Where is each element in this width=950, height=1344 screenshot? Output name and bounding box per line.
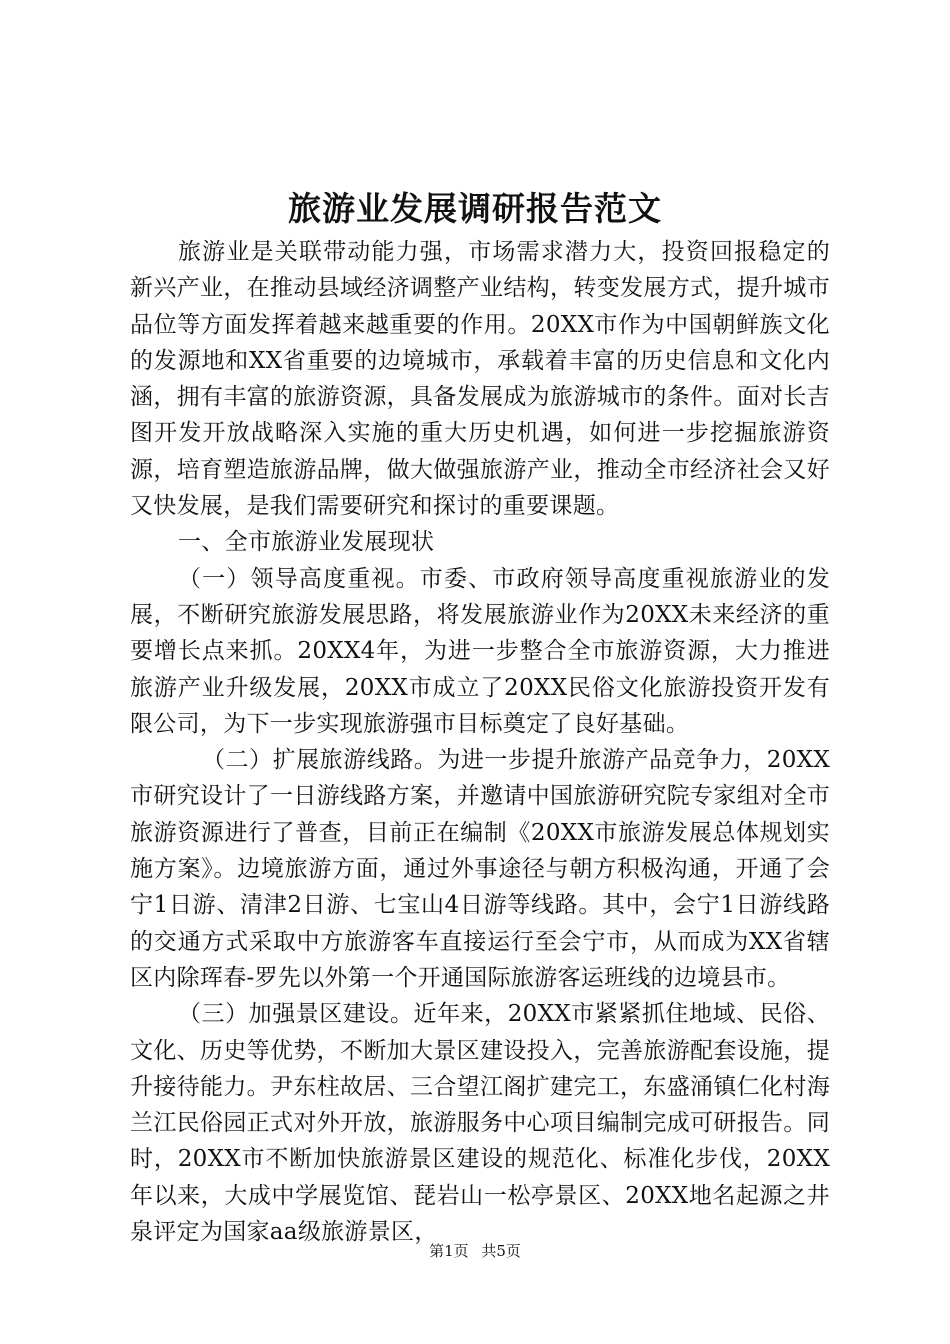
page-total: 共5页 bbox=[481, 1242, 521, 1260]
paragraph-scenic-areas: （三）加强景区建设。近年来，20XX市紧紧抓住地域、民俗、文化、历史等优势，不断加大景区建设投入，完善旅游配套设施，提升接待能力。尹东柱故居、三合望江阁扩建完工，东盛涌镇仁化村海兰江民俗园正式对外开放，旅游服务中心项目编制完成可研报告。同时，20XX市不断加快旅游景区建设的规范化、标准化步伐，20XX年以来，大成中学展览馆、琵岩山一松亭景区、20XX地名起源之井泉评定为国家aa级旅游景区， bbox=[130, 1001, 830, 1246]
section-heading: 一、全市旅游业发展现状 bbox=[178, 529, 435, 556]
page-number: 第1页 bbox=[429, 1242, 469, 1260]
paragraph-leadership: （一）领导高度重视。市委、市政府领导高度重视旅游业的发展，不断研究旅游发展思路，将发展旅游业作为20XX未来经济的重要增长点来抓。20XX4年，为进一步整合全市旅游资源，大力推进旅游产业升级发展，20XX市成立了20XX民俗文化旅游投资开发有限公司，为下一步实现旅游强市目标奠定了良好基础。 bbox=[130, 565, 830, 737]
document-body bbox=[130, 234, 830, 1250]
intro-paragraph: 旅游业是关联带动能力强，市场需求潜力大，投资回报稳定的新兴产业，在推动县域经济调整产业结构，转变发展方式，提升城市品位等方面发挥着越来越重要的作用。20XX市作为中国朝鲜族文化的发源地和XX省重要的边境城市，承载着丰富的历史信息和文化内涵，拥有丰富的旅游资源，具备发展成为旅游城市的条件。面对长吉图开发开放战略深入实施的重大历史机遇，如何进一步挖掘旅游资源，培育塑造旅游品牌，做大做强旅游产业，推动全市经济社会又好又快发展，是我们需要研究和探讨的重要课题。 bbox=[130, 239, 830, 520]
document-title: 旅游业发展调研报告范文 bbox=[288, 189, 662, 228]
paragraph-routes: （二）扩展旅游线路。为进一步提升旅游产品竞争力，20XX市研究设计了一日游线路方案，并邀请中国旅游研究院专家组对全市旅游资源进行了普查，目前正在编制《20XX市旅游发展总体规划实施方案》。边境旅游方面，通过外事途径与朝方积极沟通，开通了会宁1日游、清津2日游、七宝山4日游等线路。其中，会宁1日游线路的交通方式采取中方旅游客车直接运行至会宁市，从而成为XX省辖区内除珲春-罗先以外第一个开通国际旅游客运班线的边境县市。 bbox=[130, 747, 830, 991]
page-footer bbox=[0, 1240, 950, 1262]
